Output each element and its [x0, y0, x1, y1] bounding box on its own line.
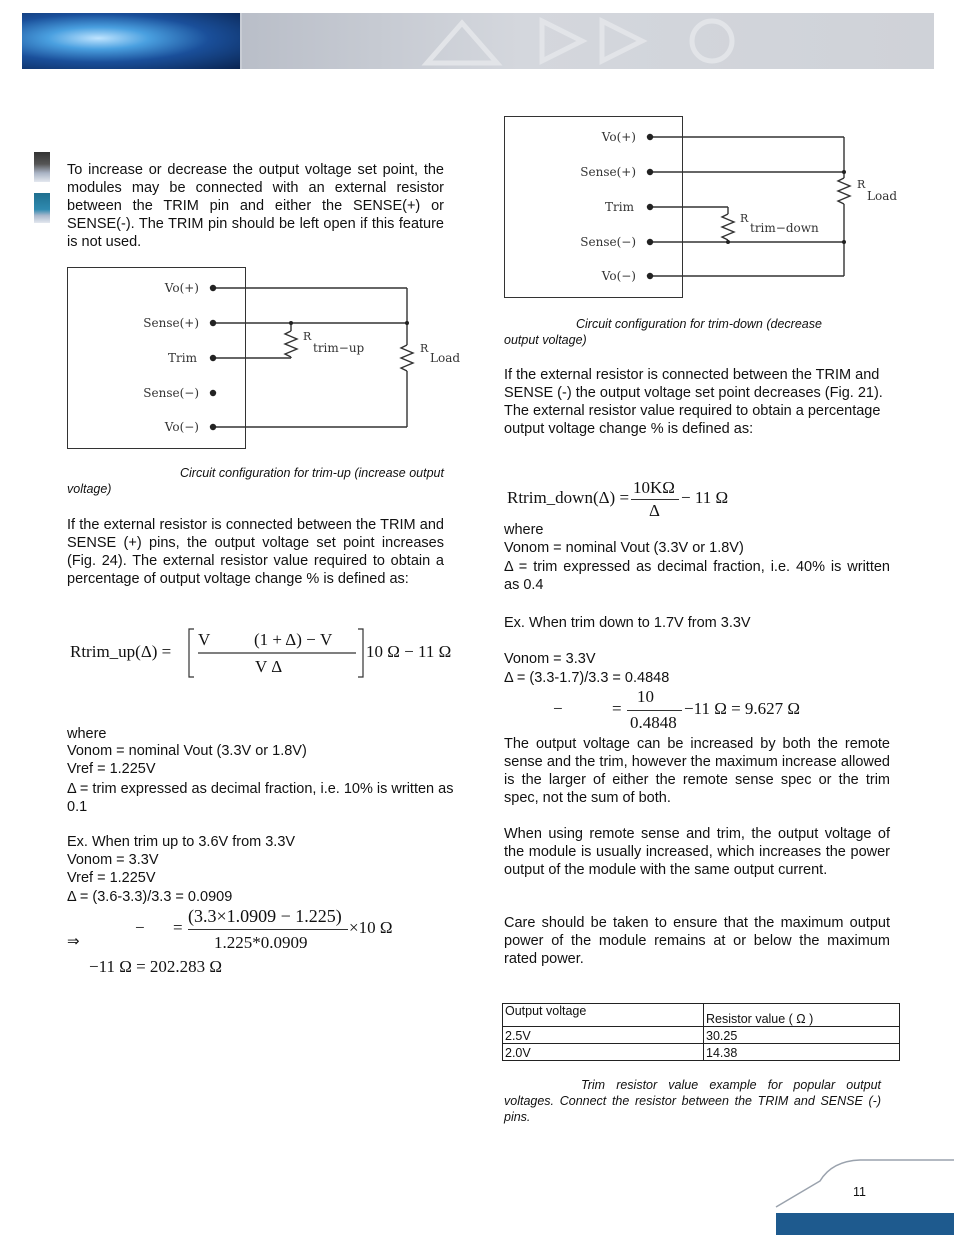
table-cell: 14.38 [704, 1044, 900, 1061]
calc-numerator: 10 [637, 687, 654, 706]
table-header-cell: Output voltage [503, 1004, 704, 1027]
vonom-def: Vonom = nominal Vout (3.3V or 1.8V) [504, 540, 744, 556]
calc-denominator: 0.4848 [630, 713, 677, 732]
load-resistor-label: R [420, 342, 429, 355]
calc-numerator: (3.3×1.0909 − 1.225) [188, 906, 342, 926]
figure-caption-cont: output voltage) [504, 333, 587, 347]
trim-down-circuit-diagram [504, 116, 904, 301]
example-vref: Vref = 1.225V [67, 870, 156, 886]
pin-label-trim: Trim [168, 351, 197, 365]
example-delta: Δ = (3.3-1.7)/3.3 = 0.4848 [504, 670, 670, 686]
remote-sense-paragraph: The output voltage can be increased by both the remote sense and the trim, however the maximum increase allowed is the larger of either the remote sense spec or the trim spec, not the sum of both. [504, 736, 890, 806]
example-title: Ex. When trim up to 3.6V from 3.3V [67, 834, 296, 850]
calc-arrow: ⇒ [67, 934, 80, 950]
trim-down-paragraph: If the external resistor is connected between the TRIM and SENSE (-) the output voltage set point decreases (Fig. 21). The external resistor value required to obtain a percentage output voltage change % is defined as: [504, 367, 883, 437]
page-number: 11 [853, 1185, 866, 1199]
load-resistor-sub: Load [867, 189, 898, 203]
table-row [503, 1044, 900, 1061]
caution-paragraph: Care should be taken to ensure that the maximum output power of the module remains at or below the maximum rated power. [504, 915, 890, 967]
load-resistor-label: R [857, 178, 866, 191]
pin-label-sense-plus: Sense(+) [143, 316, 199, 330]
pin-label-vo-plus: Vo(+) [164, 281, 199, 295]
vonom-def: Vonom = nominal Vout (3.3V or 1.8V) [67, 743, 307, 759]
calc-tail: ×10 Ω [349, 918, 393, 937]
calc-result: −11 Ω = 202.283 Ω [89, 957, 223, 976]
pin-label-sense-plus: Sense(+) [580, 165, 636, 179]
figure-caption: Circuit configuration for trim-down (decrease [576, 317, 822, 331]
example-vonom: Vonom = 3.3V [504, 651, 596, 667]
trim-up-paragraph: If the external resistor is connected between the TRIM and SENSE (+) pins, the output voltage set point increases (Fig. 24). The external resistor value required to obtain a percentage of output voltage change % is defined as: [67, 517, 444, 587]
banner-stripe [242, 13, 934, 69]
formula-fraction-bar [631, 499, 679, 500]
formula-lhs: Rtrim_down(Δ) = [507, 488, 630, 507]
calc-denominator: 1.225*0.0909 [214, 933, 308, 952]
table-cell: 2.0V [503, 1044, 704, 1061]
banner-watermark [242, 13, 934, 69]
pin-label-vo-minus: Vo(−) [164, 420, 199, 434]
trim-up-resistor-label: R [303, 330, 312, 343]
formula-num-a: V [198, 630, 211, 649]
formula-numerator: 10KΩ [633, 478, 675, 497]
trim-up-resistor-sub: trim−up [313, 341, 365, 355]
formula-lhs: Rtrim_up(Δ) = [70, 642, 172, 661]
example-title: Ex. When trim down to 1.7V from 3.3V [504, 615, 751, 631]
figure-caption-cont: voltage) [67, 482, 112, 496]
power-paragraph: When using remote sense and trim, the output voltage of the module is usually increased, which increases the power output of the module with the same output current. [504, 826, 890, 878]
pin-label-vo-plus: Vo(+) [601, 130, 636, 144]
pin-label-trim: Trim [605, 200, 634, 214]
trim-down-resistor-label: R [740, 212, 749, 225]
calc-dash: − [553, 699, 563, 718]
intro-paragraph: To increase or decrease the output voltage set point, the modules may be connected with an external resistor between the TRIM pin and either the SENSE(+) or SENSE(-). The TRIM pin should be left open if this feature is not used. [67, 162, 444, 250]
trim-resistor-table [502, 1003, 900, 1061]
table-header-cell: Resistor value ( Ω ) [704, 1004, 900, 1027]
calc-tail: −11 Ω = 9.627 Ω [684, 699, 801, 718]
where-label: where [67, 726, 107, 742]
pin-label-vo-minus: Vo(−) [601, 269, 636, 283]
formula-tail: 10 Ω − 11 Ω [366, 642, 452, 661]
table-header-row [503, 1004, 900, 1027]
table-cell: 30.25 [704, 1027, 900, 1044]
example-delta: Δ = (3.6-3.3)/3.3 = 0.0909 [67, 889, 233, 905]
example-vonom: Vonom = 3.3V [67, 852, 159, 868]
calc-equals: = [612, 699, 622, 718]
formula-den: V Δ [255, 657, 283, 676]
delta-def: Δ = trim expressed as decimal fraction, i.e. 40% is written as 0.4 [504, 559, 890, 593]
pin-label-sense-minus: Sense(−) [580, 235, 636, 249]
table-row [503, 1027, 900, 1044]
section-marker [34, 152, 50, 182]
table-caption: Trim resistor value example for popular output voltages. Connect the resistor between the TRIM and SENSE (-) pins. [504, 1078, 881, 1124]
section-marker [34, 193, 50, 223]
pin-label-sense-minus: Sense(−) [143, 386, 199, 400]
header-banner [22, 13, 934, 69]
formula-num-b: (1 + Δ) − V [254, 630, 333, 649]
calc-equals: = [173, 918, 183, 937]
trim-up-circuit-diagram [67, 267, 467, 452]
calc-fraction-bar [627, 710, 682, 711]
table-cell: 2.5V [503, 1027, 704, 1044]
vref-def: Vref = 1.225V [67, 761, 156, 777]
calc-dash: − [135, 918, 145, 937]
delta-def: Δ = trim expressed as decimal fraction, i.e. 10% is written as 0.1 [67, 781, 454, 815]
formula-tail: − 11 Ω [681, 488, 729, 507]
banner-graphic [22, 13, 240, 69]
formula-denominator: Δ [649, 501, 660, 520]
trim-down-resistor-sub: trim−down [750, 221, 819, 235]
load-resistor-sub: Load [430, 351, 461, 365]
figure-caption: Circuit configuration for trim-up (increase output [179, 466, 444, 480]
where-label: where [504, 522, 544, 538]
calc-fraction-bar [188, 929, 348, 930]
